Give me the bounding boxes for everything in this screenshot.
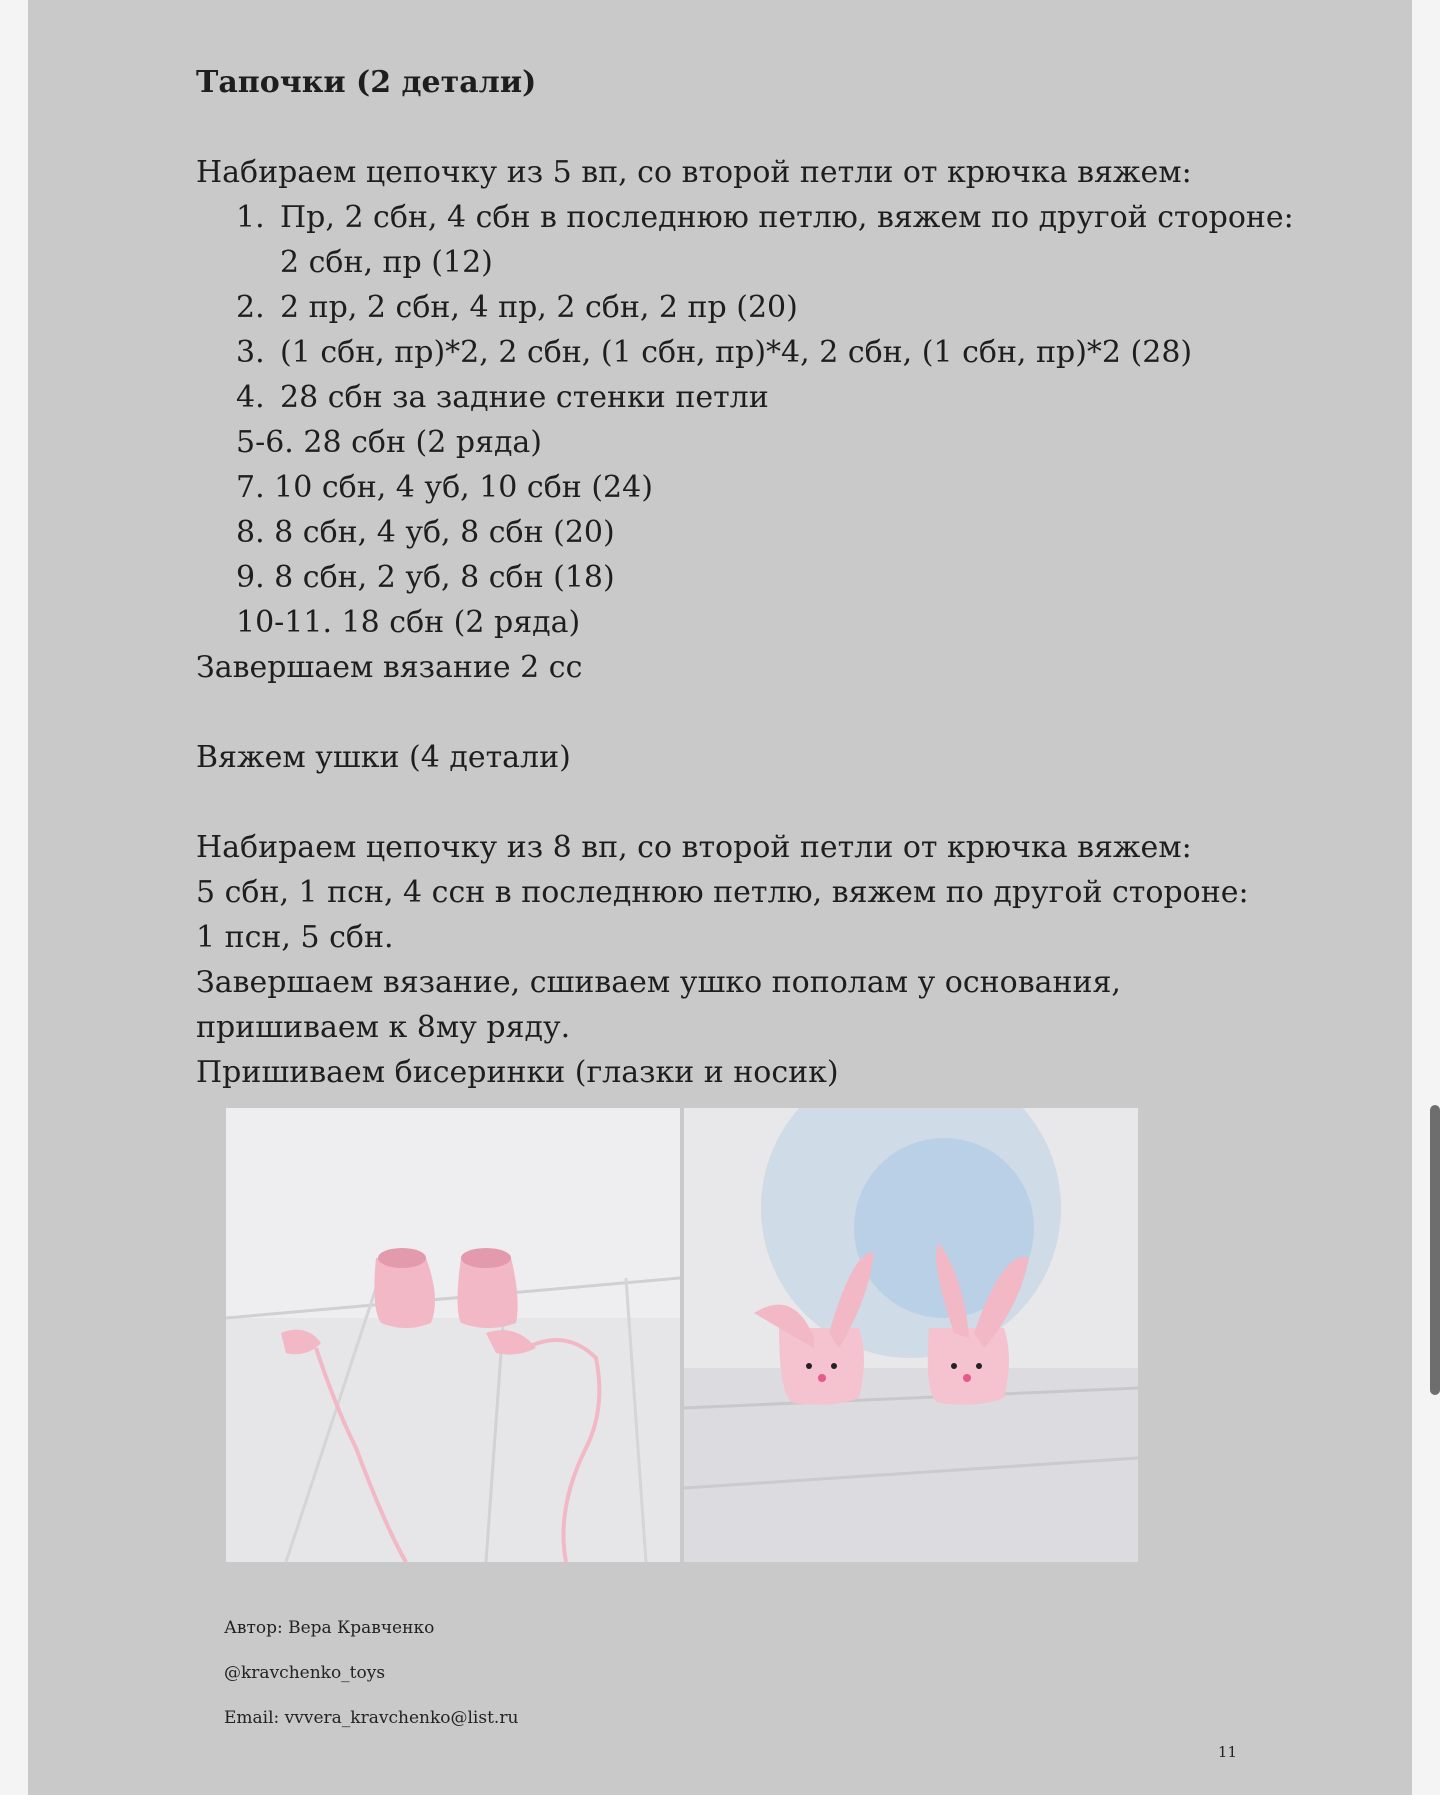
list-item: 8. 8 сбн, 4 уб, 8 сбн (20) [236, 515, 615, 550]
page-number: 11 [1217, 1743, 1237, 1761]
footer-author: Автор: Вера Кравченко [224, 1618, 435, 1638]
section-title-slippers: Тапочки (2 детали) [196, 65, 537, 100]
slippers-rows-list [196, 195, 1296, 645]
photo-strip [226, 1108, 1138, 1562]
vertical-scrollbar[interactable] [1430, 1105, 1440, 1395]
section-title-ears: Вяжем ушки (4 детали) [196, 740, 571, 775]
list-item: 2. 2 пр, 2 сбн, 4 пр, 2 сбн, 2 пр (20) [236, 290, 798, 325]
document-page [28, 0, 1412, 1795]
list-item: 7. 10 сбн, 4 уб, 10 сбн (24) [236, 470, 653, 505]
ears-line: 1 псн, 5 сбн. [196, 920, 394, 955]
ears-line: пришиваем к 8му ряду. [196, 1010, 571, 1045]
list-item: 10-11. 18 сбн (2 ряда) [236, 605, 581, 640]
list-item: 4. 28 сбн за задние стенки петли [236, 380, 769, 415]
photo-bunny-slippers [684, 1108, 1138, 1562]
list-item: 1. Пр, 2 сбн, 4 сбн в последнюю петлю, вяжем по другой стороне: 2 сбн, пр (12) [236, 200, 1294, 280]
ears-line: Набираем цепочку из 8 вп, со второй петли от крючка вяжем: [196, 830, 1192, 865]
slippers-intro: Набираем цепочку из 5 вп, со второй петли от крючка вяжем: [196, 155, 1192, 190]
document-footer [224, 1606, 518, 1741]
list-item: 9. 8 сбн, 2 уб, 8 сбн (18) [236, 560, 615, 595]
photo-unassembled-slippers [226, 1108, 680, 1562]
ears-line: Пришиваем бисеринки (глазки и носик) [196, 1055, 839, 1090]
footer-handle: @kravchenko_toys [224, 1663, 386, 1683]
ears-line: Завершаем вязание, сшиваем ушко пополам у основания, [196, 965, 1121, 1000]
list-item: 3. (1 сбн, пр)*2, 2 сбн, (1 сбн, пр)*4, 2 сбн, (1 сбн, пр)*2 (28) [236, 335, 1193, 370]
list-item: 5-6. 28 сбн (2 ряда) [236, 425, 543, 460]
page-content [196, 60, 1296, 1095]
slippers-finish: Завершаем вязание 2 сс [196, 650, 583, 685]
ears-line: 5 сбн, 1 псн, 4 ссн в последнюю петлю, вяжем по другой стороне: [196, 875, 1249, 910]
footer-email: Email: vvvera_kravchenko@list.ru [224, 1708, 519, 1728]
